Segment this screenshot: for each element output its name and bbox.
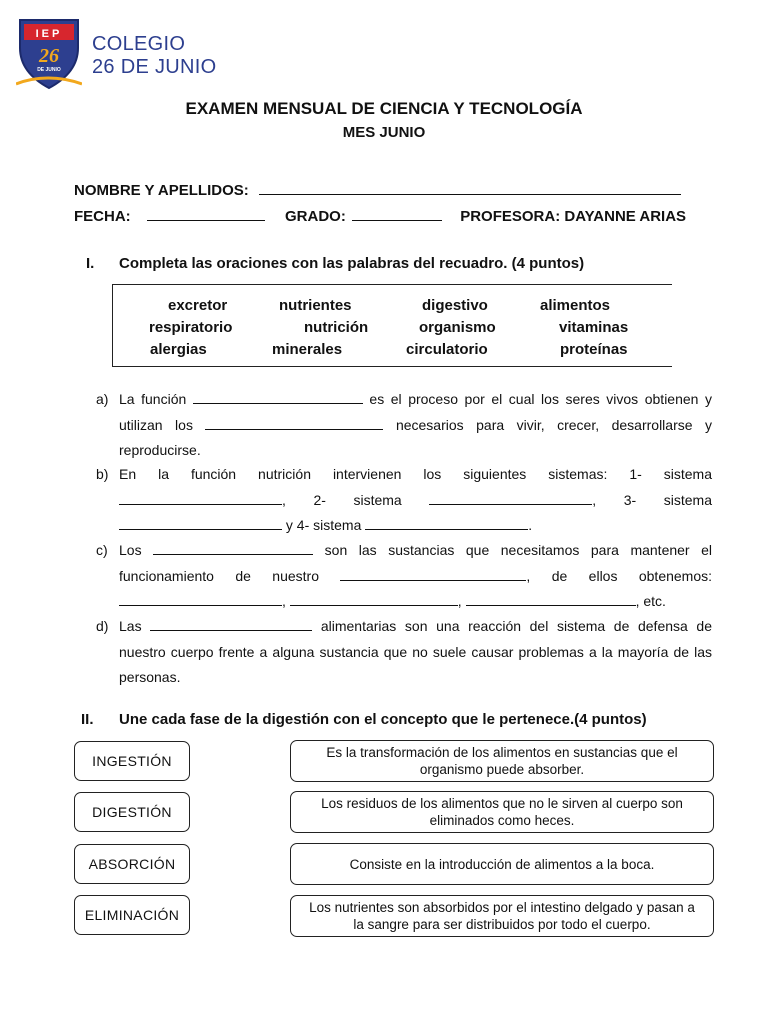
word-bank-item: nutrientes <box>279 297 352 314</box>
question-text: , 2- sistema <box>282 491 402 508</box>
question-text: son las sustancias que necesitamos para mantener el funcionamiento de nuestro <box>119 542 713 584</box>
answer-blank[interactable] <box>429 492 592 505</box>
question-text: La función <box>119 391 187 407</box>
date-row <box>74 207 696 225</box>
question-text: alimentarias son una reacción del sistema de defensa de nuestro cuerpo frente a alguna sustancia que no suele causar problemas a la mayoría de las personas. <box>119 618 713 685</box>
question-letter: a) <box>96 391 109 407</box>
word-bank-item: digestivo <box>422 297 488 314</box>
concept-box-4[interactable]: Los nutrientes son absorbidos por el intestino delgado y pasan a la sangre para ser distribuidos por todo el cuerpo. <box>290 895 714 937</box>
school-name <box>92 33 216 79</box>
section-1-title: Completa las oraciones con las palabras del recuadro. (4 puntos) <box>119 255 585 272</box>
question-c <box>96 538 712 615</box>
logo-sub: DE JUNIO <box>37 67 61 73</box>
question-letter: b) <box>96 466 109 482</box>
section-2-number: II. <box>81 711 94 728</box>
school-name-line2: 26 DE JUNIO <box>92 56 217 78</box>
grade-field[interactable] <box>352 207 442 221</box>
word-bank-item: organismo <box>419 319 496 336</box>
section-1-number: I. <box>86 255 95 272</box>
question-text: Las <box>119 618 142 634</box>
section-2-heading <box>81 711 647 728</box>
answer-blank[interactable] <box>119 492 282 505</box>
teacher-label: PROFESORA: DAYANNE ARIAS <box>460 208 687 225</box>
answer-blank[interactable] <box>193 391 363 404</box>
word-bank-item: proteínas <box>560 341 628 358</box>
section-1-heading <box>86 255 584 272</box>
word-bank-item: excretor <box>168 297 228 314</box>
word-bank <box>112 284 672 367</box>
logo-number: 26 <box>39 45 59 67</box>
answer-blank[interactable] <box>365 517 528 530</box>
question-text: , etc. <box>635 593 666 609</box>
stage-box-elimination[interactable]: ELIMINACIÓN <box>74 895 190 935</box>
answer-blank[interactable] <box>205 417 383 430</box>
concept-box-2[interactable]: Los residuos de los alimentos que no le sirven al cuerpo son eliminados como heces. <box>290 791 714 833</box>
word-bank-item: alimentos <box>540 297 611 314</box>
answer-blank[interactable] <box>119 593 282 606</box>
question-text: . <box>528 517 533 533</box>
question-text: y 4- sistema <box>285 517 362 533</box>
question-a <box>96 387 712 464</box>
stage-box-ingestion[interactable]: INGESTIÓN <box>74 741 190 781</box>
logo-text: IEP <box>35 28 63 40</box>
name-row <box>74 181 681 199</box>
word-bank-item: nutrición <box>304 319 369 336</box>
question-text: es el proceso por el cual los seres vivos obtienen y utilizan los <box>119 391 713 433</box>
question-b <box>96 462 712 539</box>
answer-blank[interactable] <box>119 517 282 530</box>
concept-box-1[interactable]: Es la transformación de los alimentos en sustancias que el organismo puede absorber. <box>290 740 714 782</box>
question-text: , <box>282 593 286 609</box>
school-name-line1: COLEGIO <box>92 33 186 55</box>
answer-blank[interactable] <box>150 618 312 631</box>
school-logo <box>16 18 82 92</box>
question-text: Los <box>119 542 142 558</box>
stage-box-digestion[interactable]: DIGESTIÓN <box>74 792 190 832</box>
question-letter: c) <box>96 542 108 558</box>
exam-subtitle: MES JUNIO <box>342 124 426 141</box>
word-bank-item: respiratorio <box>149 319 233 336</box>
answer-blank[interactable] <box>340 568 526 581</box>
word-bank-item: minerales <box>272 341 343 358</box>
question-text: , de ellos obtenemos: <box>526 567 713 584</box>
question-d <box>96 614 712 691</box>
answer-blank[interactable] <box>290 593 458 606</box>
date-label: FECHA: <box>74 208 131 225</box>
word-bank-item: circulatorio <box>406 341 488 358</box>
grade-label: GRADO: <box>285 208 346 225</box>
concept-box-3[interactable]: Consiste en la introducción de alimentos a la boca. <box>290 843 714 885</box>
word-bank-item: alergias <box>150 341 207 358</box>
question-text: , 3- sistema <box>592 491 713 508</box>
date-field[interactable] <box>147 207 265 221</box>
name-label: NOMBRE Y APELLIDOS: <box>74 182 249 199</box>
question-letter: d) <box>96 618 109 634</box>
section-2-title: Une cada fase de la digestión con el concepto que le pertenece.(4 puntos) <box>119 711 647 728</box>
answer-blank[interactable] <box>466 593 636 606</box>
name-field[interactable] <box>259 181 681 195</box>
question-text: , <box>457 593 462 609</box>
exam-title: EXAMEN MENSUAL DE CIENCIA Y TECNOLOGÍA <box>185 99 583 118</box>
stage-box-absorption[interactable]: ABSORCIÓN <box>74 844 190 884</box>
answer-blank[interactable] <box>153 542 313 555</box>
question-text: En la función nutrición intervienen los siguientes sistemas: 1- sistema <box>119 466 712 482</box>
question-text: necesarios para vivir, crecer, desarrollarse y reproducirse. <box>119 416 713 458</box>
word-bank-item: vitaminas <box>559 319 629 336</box>
